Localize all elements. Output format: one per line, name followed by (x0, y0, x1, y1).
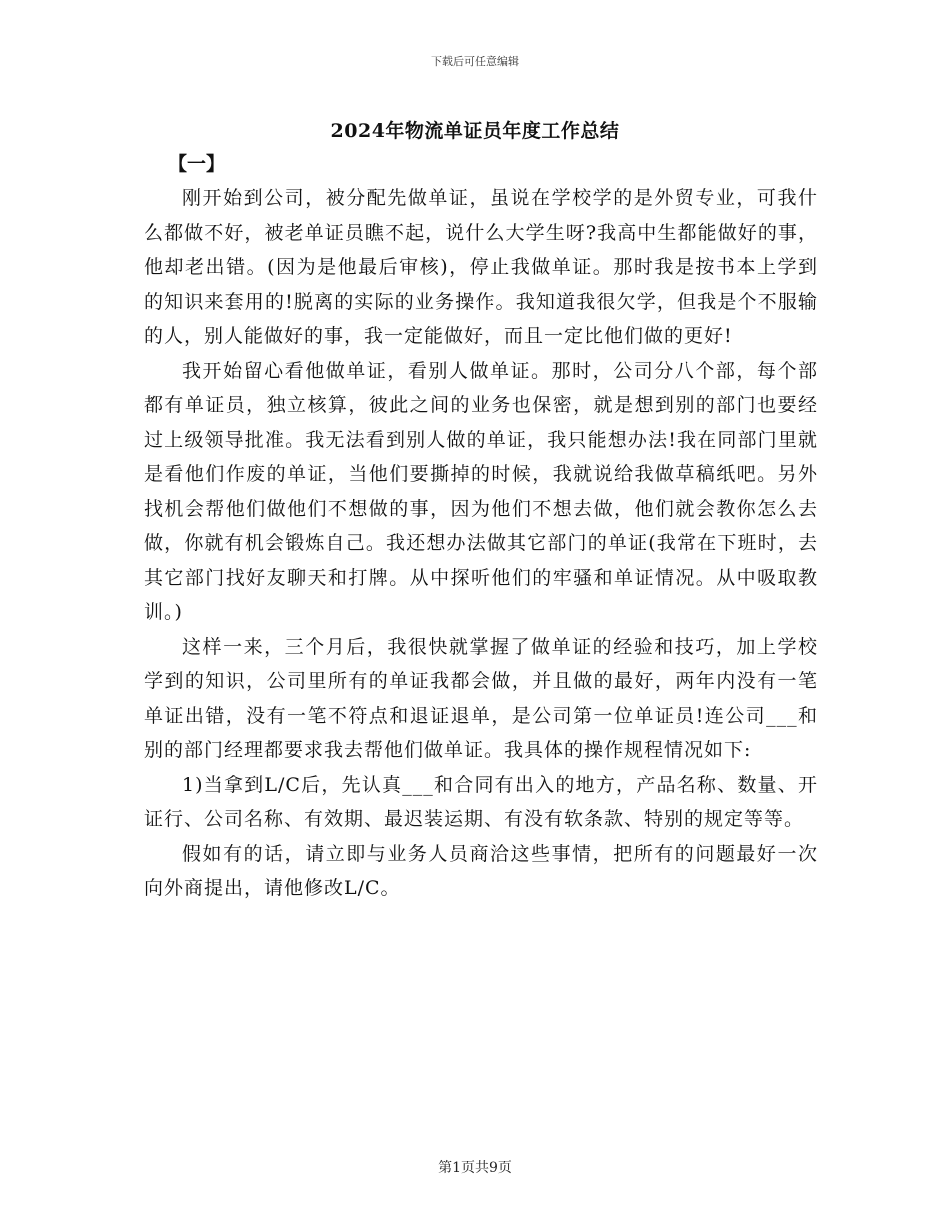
header-note: 下载后可任意编辑 (431, 55, 519, 68)
document-body (144, 181, 818, 906)
paragraph: 1)当拿到L/C后，先认真___和合同有出入的地方，产品名称、数量、开证行、公司名称、有效期、最迟装运期、有没有软条款、特别的规定等等。 (144, 773, 818, 830)
paragraph: 刚开始到公司，被分配先做单证，虽说在学校学的是外贸专业，可我什么都做不好，被老单证员瞧不起，说什么大学生呀?我高中生都能做好的事，他却老出错。(因为是他最后审核)，停止我做单证。那时我是按书本上学到的知识来套用的!脱离的实际的业务操作。我知道我很欠学，但我是个不服输的人，别人能做好的事，我一定能做好，而且一定比他们做的更好! (144, 187, 818, 347)
paragraph: 假如有的话，请立即与业务人员商洽这些事情，把所有的问题最好一次向外商提出，请他修改L/C。 (144, 842, 818, 899)
document-title: 2024年物流单证员年度工作总结 (330, 120, 620, 142)
section-label: 【一】 (168, 153, 226, 175)
page-footer: 第1页共9页 (438, 1160, 512, 1176)
paragraph: 我开始留心看他做单证，看别人做单证。那时，公司分八个部，每个部都有单证员，独立核算，彼此之间的业务也保密，就是想到别的部门也要经过上级领导批准。我无法看到别人做的单证，我只能想办法!我在同部门里就是看他们作废的单证，当他们要撕掉的时候，我就说给我做草稿纸吧。另外找机会帮他们做他们不想做的事，因为他们不想去做，他们就会教你怎么去做，你就有机会锻炼自己。我还想办法做其它部门的单证(我常在下班时，去其它部门找好友聊天和打牌。从中探听他们的牢骚和单证情况。从中吸取教训。) (144, 359, 818, 623)
paragraph: 这样一来，三个月后，我很快就掌握了做单证的经验和技巧，加上学校学到的知识，公司里所有的单证我都会做，并且做的最好，两年内没有一笔单证出错，没有一笔不符点和退证退单，是公司第一位单证员!连公司___和别的部门经理都要求我去帮他们做单证。我具体的操作规程情况如下: (144, 635, 818, 761)
